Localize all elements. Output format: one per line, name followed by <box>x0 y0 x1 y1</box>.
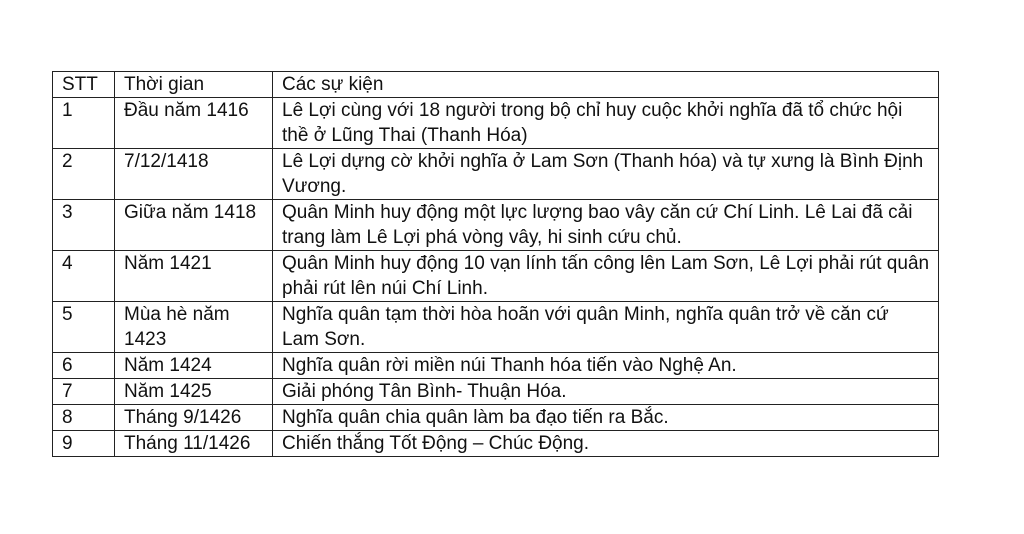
events-table <box>52 71 939 457</box>
time-cell: Tháng 9/1426 <box>115 405 273 431</box>
time-cell: 7/12/1418 <box>115 149 273 200</box>
row-number-cell: 5 <box>53 302 115 353</box>
event-cell: Quân Minh huy động một lực lượng bao vây căn cứ Chí Linh. Lê Lai đã cải trang làm Lê Lợi phá vòng vây, hi sinh cứu chủ. <box>273 200 939 251</box>
table-row <box>53 302 939 353</box>
row-number-cell: 7 <box>53 379 115 405</box>
table-row <box>53 98 939 149</box>
time-cell: Đầu năm 1416 <box>115 98 273 149</box>
table-header-row <box>53 72 939 98</box>
column-header-stt: STT <box>53 72 115 98</box>
time-cell: Mùa hè năm 1423 <box>115 302 273 353</box>
row-number-cell: 3 <box>53 200 115 251</box>
event-cell: Nghĩa quân rời miền núi Thanh hóa tiến vào Nghệ An. <box>273 353 939 379</box>
time-cell: Tháng 11/1426 <box>115 431 273 457</box>
time-cell: Năm 1425 <box>115 379 273 405</box>
event-cell: Chiến thắng Tốt Động – Chúc Động. <box>273 431 939 457</box>
table-row <box>53 353 939 379</box>
column-header-time: Thời gian <box>115 72 273 98</box>
table-row <box>53 379 939 405</box>
row-number-cell: 8 <box>53 405 115 431</box>
row-number-cell: 1 <box>53 98 115 149</box>
event-cell: Giải phóng Tân Bình- Thuận Hóa. <box>273 379 939 405</box>
event-cell: Nghĩa quân chia quân làm ba đạo tiến ra Bắc. <box>273 405 939 431</box>
column-header-events: Các sự kiện <box>273 72 939 98</box>
event-cell: Nghĩa quân tạm thời hòa hoãn với quân Minh, nghĩa quân trở về căn cứ Lam Sơn. <box>273 302 939 353</box>
table-row <box>53 149 939 200</box>
event-cell: Lê Lợi dựng cờ khởi nghĩa ở Lam Sơn (Thanh hóa) và tự xưng là Bình Định Vương. <box>273 149 939 200</box>
event-cell: Lê Lợi cùng với 18 người trong bộ chỉ huy cuộc khởi nghĩa đã tổ chức hội thề ở Lũng Thai (Thanh Hóa) <box>273 98 939 149</box>
table-row <box>53 200 939 251</box>
table-row <box>53 251 939 302</box>
row-number-cell: 9 <box>53 431 115 457</box>
time-cell: Năm 1424 <box>115 353 273 379</box>
table-row <box>53 431 939 457</box>
row-number-cell: 6 <box>53 353 115 379</box>
row-number-cell: 2 <box>53 149 115 200</box>
table-row <box>53 405 939 431</box>
row-number-cell: 4 <box>53 251 115 302</box>
time-cell: Giữa năm 1418 <box>115 200 273 251</box>
event-cell: Quân Minh huy động 10 vạn lính tấn công lên Lam Sơn, Lê Lợi phải rút quân phải rút lên núi Chí Linh. <box>273 251 939 302</box>
time-cell: Năm 1421 <box>115 251 273 302</box>
